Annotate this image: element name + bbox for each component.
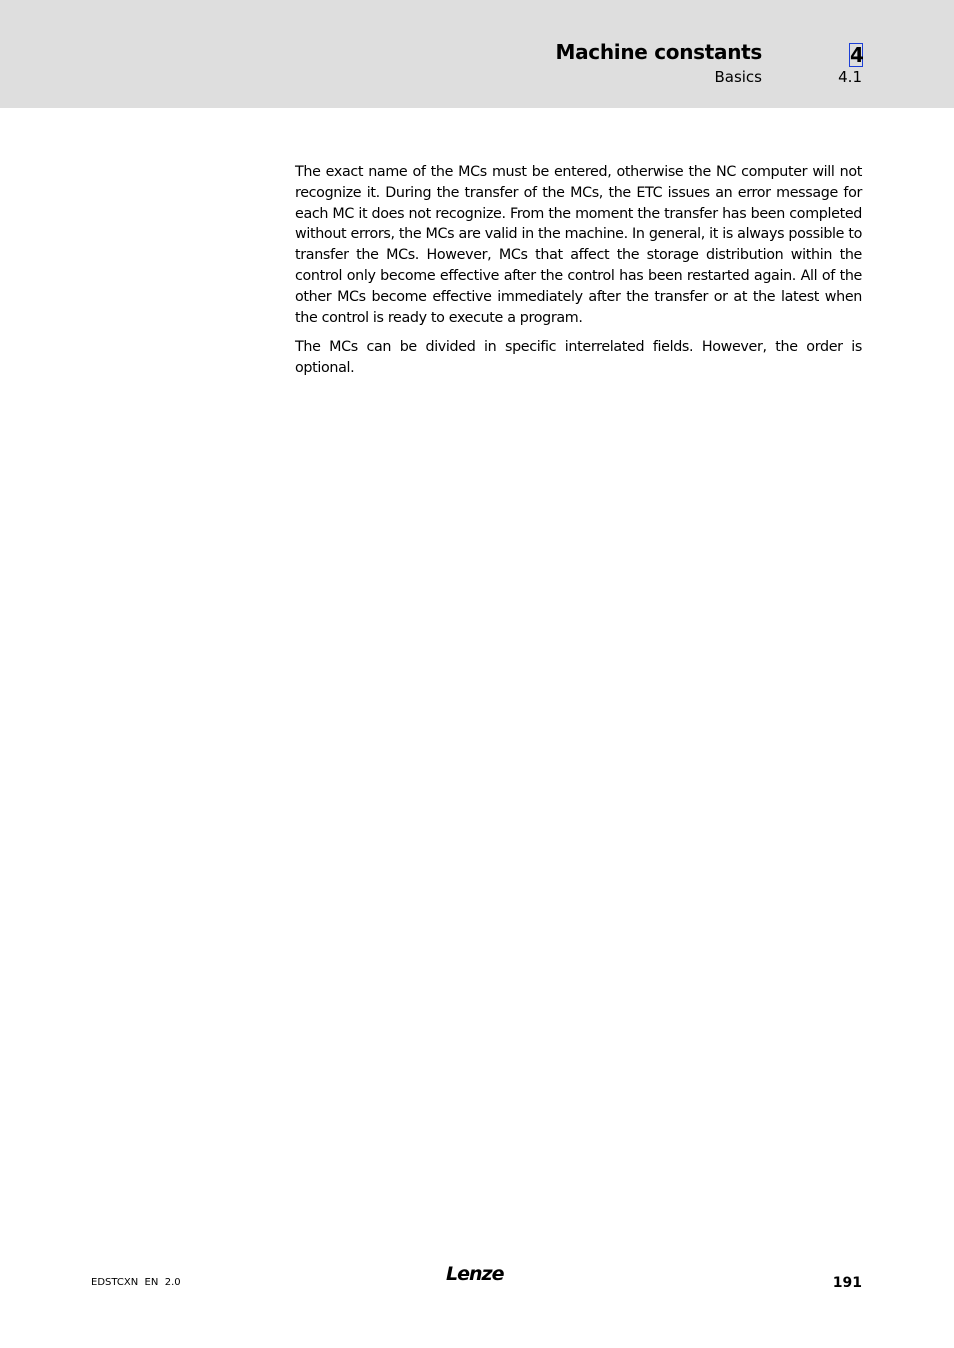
page-number: 191 <box>832 1275 862 1291</box>
paragraph-1: The exact name of the MCs must be entered, otherwise the NC computer will not recognize it. During the transfer of the MCs, the ETC issues an error message for each MC it does not recognize. From the moment the transfer has been completed without errors, the MCs are valid in the machine. In general, it is always possible to transfer the MCs. However, MCs that affect the storage distribution within the control only become effective after the control has been restarted again. All of the other MCs become effective immediately after the transfer or at the latest when the control is ready to execute a program. <box>295 164 862 326</box>
section-number: 4.1 <box>838 68 862 86</box>
header-band <box>0 0 954 108</box>
section-title: Basics <box>714 68 762 86</box>
chapter-number-link[interactable]: 4 <box>850 43 864 67</box>
chapter-title: Machine constants <box>555 40 762 64</box>
lenze-logo: Lenze <box>446 1263 504 1285</box>
paragraph-2: The MCs can be divided in specific interrelated fields. However, the order is optional. <box>295 339 862 377</box>
document-code: EDSTCXN EN 2.0 <box>91 1277 181 1288</box>
body-content <box>295 162 862 388</box>
